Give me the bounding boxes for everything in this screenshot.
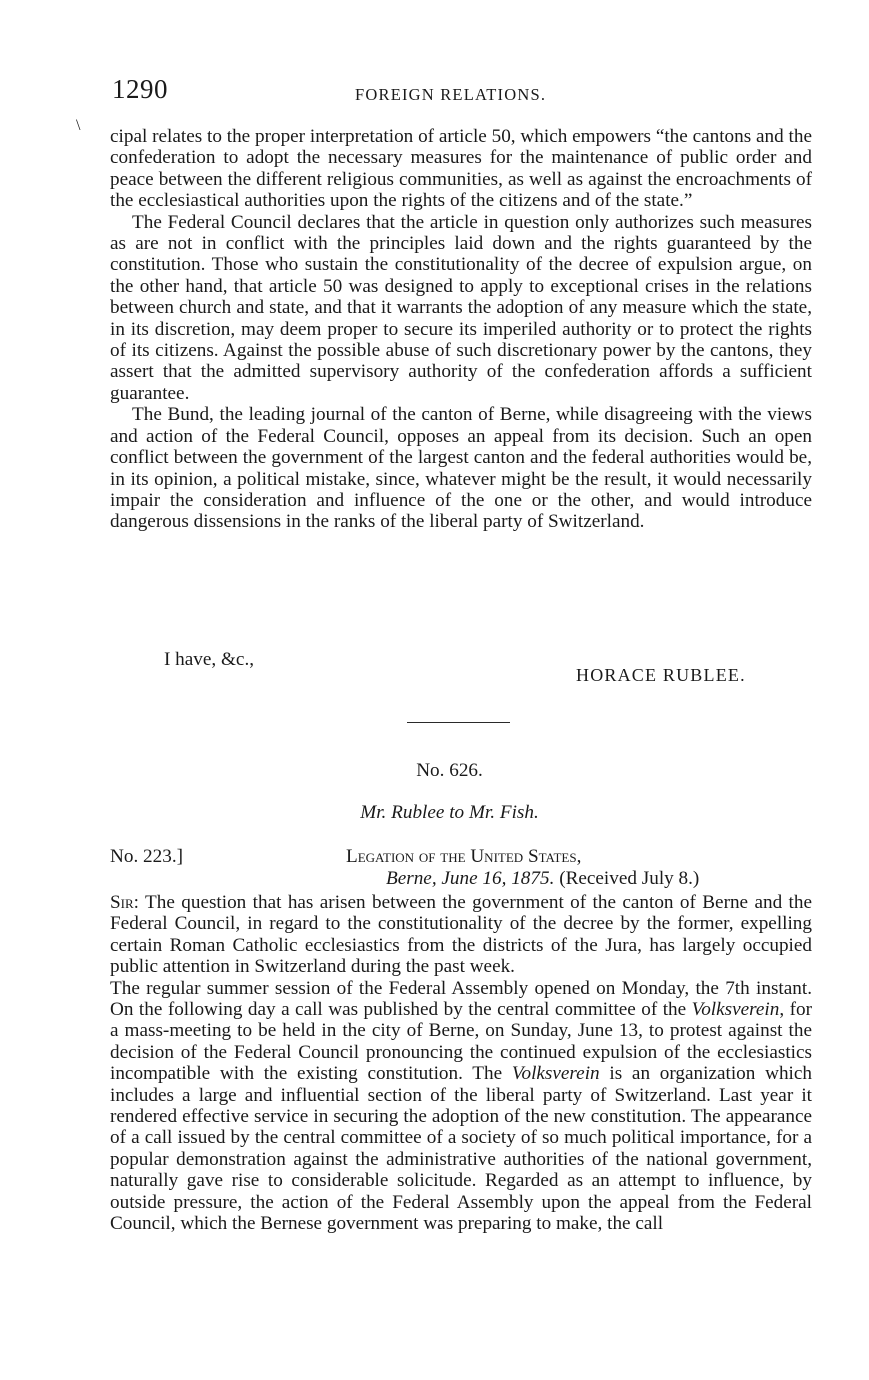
running-head: [112, 74, 812, 108]
paragraph-text: , for a mass-meeting to be held in the city of Berne, on Sunday, June 13, to protest against the decision of the Federal Council pronouncing the continued expulsion of the ecclesiastics incompatible with the existing constitution. The: [110, 999, 812, 1085]
section-divider: [407, 722, 510, 723]
margin-mark: \: [76, 117, 81, 134]
paragraph: cipal relates to the proper interpretation of article 50, which empowers “the cantons and the confederation to adopt the necessary measures for the maintenance of public order and peace between the different religious communities, as well as against the encroachments of the ecclesiastical authorities upon the rights of the citizens and of the state.”: [110, 126, 812, 212]
organization-name: Volksverein: [691, 999, 780, 1021]
document-number: No. 626.: [416, 760, 483, 781]
paragraph: The Bund, the leading journal of the canton of Berne, while disagreeing with the views and action of the Federal Council, opposes an appeal from its decision. Such an open conflict between the government of the largest canton and the federal authorities would be, in its opinion, a political mistake, since, whatever might be the result, it would necessarily impair the consideration and influence of the one or the other, and would introduce dangerous dissensions in the ranks of the liberal party of Switzerland.: [110, 404, 812, 533]
document-heading: Mr. Rublee to Mr. Fish.: [360, 802, 539, 823]
paragraph: The Federal Council declares that the article in question only authorizes such measures as are not in conflict with the principles laid down and the rights guaranteed by the constitution. Those who sustain the constitutionality of the decree of expulsion argue, on the other hand, that article 50 was designed to apply to exceptional crises in the relations between church and state, and that it warrants the adoption of any measure which the state, in its discretion, may deem proper to secure its imperiled authority or to protect the rights of its citizens. Against the possible abuse of such discretionary power by the cantons, they assert that the admitted supervisory authority of the confederation affords a sufficient guarantee.: [110, 211, 812, 404]
paragraph-text: : The question that has arisen between the government of the canton of Berne and the Federal Council, in regard to the constitutionality of the decree by the former, expelling certain Roman Catholic ecclesiastics from the districts of the Jura, has largely occupied public attention in Switzerland during the past week.: [110, 892, 812, 978]
letter-continuation-text: [110, 126, 812, 533]
running-title: FOREIGN RELATIONS.: [355, 85, 547, 104]
organization-name: Volksverein: [511, 1063, 600, 1085]
received-date: (Received July 8.): [559, 868, 700, 889]
paragraph-text: The regular summer session of the Federal Assembly opened on Monday, the 7th instant. On the following day a call was published by the central committee of the: [110, 977, 812, 1021]
signature: HORACE RUBLEE.: [576, 665, 746, 685]
letter-body-text: [110, 892, 812, 1235]
page-number: 1290: [112, 74, 168, 104]
despatch-number: No. 223.]: [110, 846, 184, 867]
salutation: Sir: [110, 892, 134, 913]
paragraph: [110, 978, 812, 1235]
place-date: Berne, June 16, 1875.: [386, 868, 555, 889]
dateline: [386, 868, 699, 890]
legation-line: Legation of the United States,: [346, 846, 582, 867]
paragraph-text: is an organization which includes a large and influential section of the liberal party of Switzerland. Last year it rendered effective service in securing the adoption of the new constitution. The appearance of a call issued by the central committee of a society of so much political importance, for a popular demonstration against the administrative authorities of the national government, naturally gave rise to considerable solicitude. Regarded as an attempt to influence, by outside pressure, the action of the Federal Assembly upon the appeal from the Federal Council, which the Bernese government was preparing to make, the call: [110, 1063, 812, 1235]
closing-formula: I have, &c.,: [164, 649, 255, 670]
paragraph: [110, 892, 812, 978]
